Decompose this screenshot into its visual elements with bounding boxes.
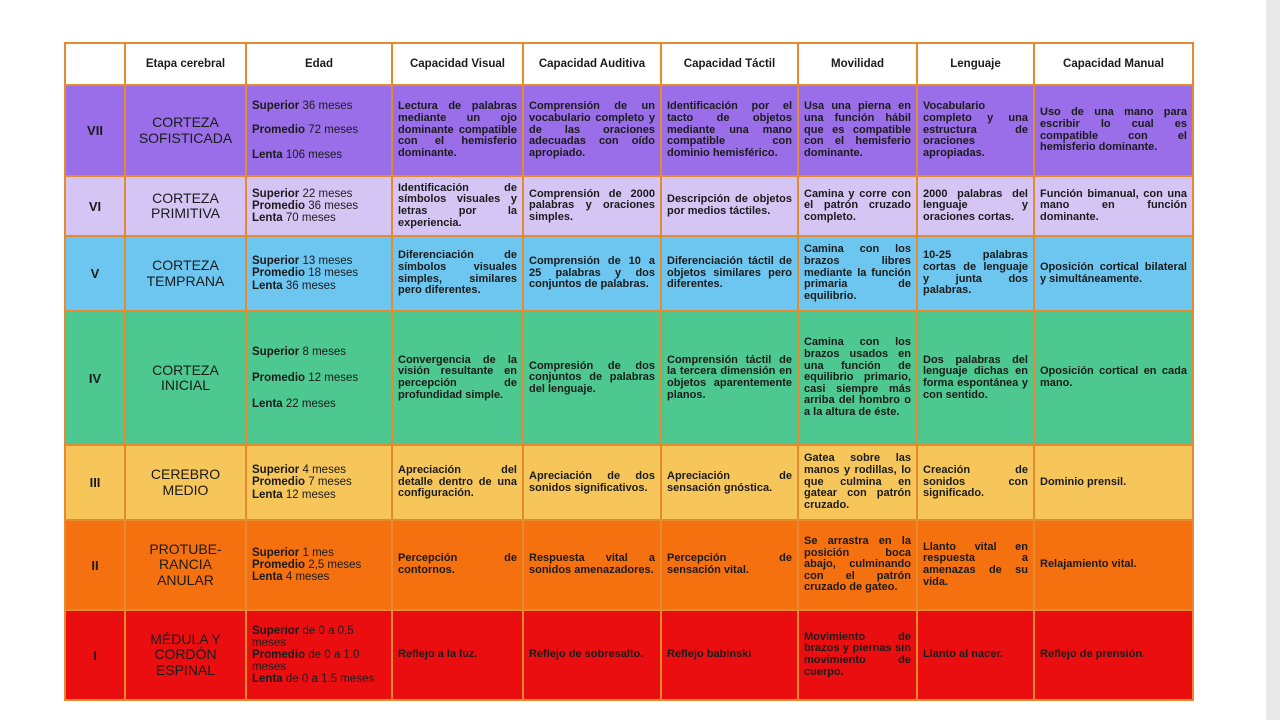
stage-name: CORTEZA SOFISTICADA <box>125 85 246 176</box>
lenguaje-cell: 10-25 palabras cortas de lenguaje y junta dos palabras. <box>917 236 1034 311</box>
visual-cell: Convergencia de la visión resultante en percepción de profundidad simple. <box>392 311 523 445</box>
header-etapa: Etapa cerebral <box>125 43 246 85</box>
row-number: I <box>65 610 125 700</box>
lenguaje-cell: Vocabulario completo y una estructura de oraciones apropiadas. <box>917 85 1034 176</box>
age-lenta: Lenta 70 meses <box>252 212 336 225</box>
header-manual: Capacidad Manual <box>1034 43 1193 85</box>
age-superior: Superior 1 mes <box>252 546 334 559</box>
age-promedio: Promedio 18 meses <box>252 267 359 280</box>
row-number: VI <box>65 176 125 236</box>
table-row <box>65 610 1193 700</box>
age-promedio: Promedio 72 meses <box>252 124 359 137</box>
age-lenta: Lenta 106 meses <box>252 148 343 161</box>
age-cell <box>246 85 392 176</box>
age-promedio: Promedio 12 meses <box>252 371 359 384</box>
age-superior: Superior 8 meses <box>252 345 346 358</box>
age-superior: Superior de 0 a 0,5 meses <box>252 624 354 649</box>
header-movilidad: Movilidad <box>798 43 917 85</box>
movilidad-cell: Camina y corre con el patrón cruzado completo. <box>798 176 917 236</box>
development-table <box>64 42 1194 701</box>
visual-cell: Apreciación del detalle dentro de una configuración. <box>392 445 523 520</box>
visual-cell: Reflejo a la luz. <box>392 610 523 700</box>
table-row <box>65 85 1193 176</box>
age-lenta: Lenta 12 meses <box>252 488 336 501</box>
movilidad-cell: Camina con los brazos usados en una función de equilibrio primario, casi siempre más arriba del hombro o a la altura de éste. <box>798 311 917 445</box>
tactil-cell: Percepción de sensación vital. <box>661 520 798 610</box>
movilidad-cell: Movimiento de brazos y piernas sin movimiento de cuerpo. <box>798 610 917 700</box>
auditiva-cell: Reflejo de sobresalto. <box>523 610 661 700</box>
lenguaje-cell: Dos palabras del lenguaje dichas en forma espontánea y con sentido. <box>917 311 1034 445</box>
auditiva-cell: Compresión de dos conjuntos de palabras del lenguaje. <box>523 311 661 445</box>
visual-cell: Identificación de símbolos visuales y letras por la experiencia. <box>392 176 523 236</box>
age-promedio: Promedio de 0 a 1.0 meses <box>252 648 360 674</box>
row-number: VII <box>65 85 125 176</box>
stage-name: CORTEZA PRIMITIVA <box>125 176 246 236</box>
age-promedio: Promedio 36 meses <box>252 199 359 212</box>
age-superior: Superior 4 meses <box>252 464 346 477</box>
movilidad-cell: Se arrastra en la posición boca abajo, culminando con el patrón cruzado de gateo. <box>798 520 917 610</box>
header-row <box>65 43 1193 85</box>
age-superior: Superior 36 meses <box>252 100 353 113</box>
row-number: III <box>65 445 125 520</box>
stage-name: CORTEZA INICIAL <box>125 311 246 445</box>
age-superior: Superior 22 meses <box>252 187 353 200</box>
tactil-cell: Descripción de objetos por medios táctiles. <box>661 176 798 236</box>
visual-cell: Lectura de palabras mediante un ojo dominante compatible con el hemisferio dominante. <box>392 85 523 176</box>
stage-name: PROTUBE-RANCIA ANULAR <box>125 520 246 610</box>
lenguaje-cell: Llanto al nacer. <box>917 610 1034 700</box>
table-row <box>65 236 1193 311</box>
tactil-cell: Comprensión táctil de la tercera dimensión en objetos aparentemente planos. <box>661 311 798 445</box>
stage-name: MÉDULA Y CORDÓN ESPINAL <box>125 610 246 700</box>
table-row <box>65 311 1193 445</box>
header-edad: Edad <box>246 43 392 85</box>
visual-cell: Percepción de contornos. <box>392 520 523 610</box>
table-row <box>65 445 1193 520</box>
row-number: V <box>65 236 125 311</box>
header-lenguaje: Lenguaje <box>917 43 1034 85</box>
movilidad-cell: Gatea sobre las manos y rodillas, lo que culmina en gatear con patrón cruzado. <box>798 445 917 520</box>
age-cell <box>246 610 392 700</box>
age-cell <box>246 311 392 445</box>
age-lenta: Lenta 36 meses <box>252 279 336 292</box>
row-number: IV <box>65 311 125 445</box>
header-tactil: Capacidad Táctil <box>661 43 798 85</box>
age-promedio: Promedio 7 meses <box>252 476 352 489</box>
auditiva-cell: Comprensión de 10 a 25 palabras y dos conjuntos de palabras. <box>523 236 661 311</box>
header-visual: Capacidad Visual <box>392 43 523 85</box>
auditiva-cell: Apreciación de dos sonidos significativos. <box>523 445 661 520</box>
lenguaje-cell: Llanto vital en respuesta a amenazas de su vida. <box>917 520 1034 610</box>
manual-cell: Dominio prensil. <box>1034 445 1193 520</box>
visual-cell: Diferenciación de símbolos visuales simples, similares pero diferentes. <box>392 236 523 311</box>
manual-cell: Relajamiento vital. <box>1034 520 1193 610</box>
age-promedio: Promedio 2,5 meses <box>252 558 362 571</box>
manual-cell: Oposición cortical bilateral y simultáneamente. <box>1034 236 1193 311</box>
age-lenta: Lenta 4 meses <box>252 571 330 584</box>
auditiva-cell: Respuesta vital a sonidos amenazadores. <box>523 520 661 610</box>
lenguaje-cell: 2000 palabras del lenguaje y oraciones cortas. <box>917 176 1034 236</box>
header-auditiva: Capacidad Auditiva <box>523 43 661 85</box>
age-cell <box>246 176 392 236</box>
manual-cell: Reflejo de prensión. <box>1034 610 1193 700</box>
tactil-cell: Reflejo babinski <box>661 610 798 700</box>
header-number <box>65 43 125 85</box>
stage-name: CEREBRO MEDIO <box>125 445 246 520</box>
lenguaje-cell: Creación de sonidos con significado. <box>917 445 1034 520</box>
age-cell <box>246 236 392 311</box>
age-lenta: Lenta de 0 a 1.5 meses <box>252 673 375 686</box>
row-number: II <box>65 520 125 610</box>
manual-cell: Oposición cortical en cada mano. <box>1034 311 1193 445</box>
movilidad-cell: Camina con los brazos libres mediante la función primaria de equilibrio. <box>798 236 917 311</box>
age-cell <box>246 520 392 610</box>
tactil-cell: Apreciación de sensación gnóstica. <box>661 445 798 520</box>
table-row <box>65 520 1193 610</box>
table-row <box>65 176 1193 236</box>
auditiva-cell: Comprensión de 2000 palabras y oraciones simples. <box>523 176 661 236</box>
tactil-cell: Identificación por el tacto de objetos mediante una mano compatible con dominio hemisférico. <box>661 85 798 176</box>
auditiva-cell: Comprensión de un vocabulario completo y de las oraciones adecuadas con oído apropiado. <box>523 85 661 176</box>
movilidad-cell: Usa una pierna en una función hábil que es compatible con el hemisferio dominante. <box>798 85 917 176</box>
manual-cell: Función bimanual, con una mano en función dominante. <box>1034 176 1193 236</box>
stage-name: CORTEZA TEMPRANA <box>125 236 246 311</box>
age-superior: Superior 13 meses <box>252 255 353 268</box>
age-lenta: Lenta 22 meses <box>252 398 336 411</box>
manual-cell: Uso de una mano para escribir lo cual es compatible con el hemisferio dominante. <box>1034 85 1193 176</box>
tactil-cell: Diferenciación táctil de objetos similares pero diferentes. <box>661 236 798 311</box>
scrollbar-track[interactable] <box>1266 0 1280 720</box>
age-cell <box>246 445 392 520</box>
